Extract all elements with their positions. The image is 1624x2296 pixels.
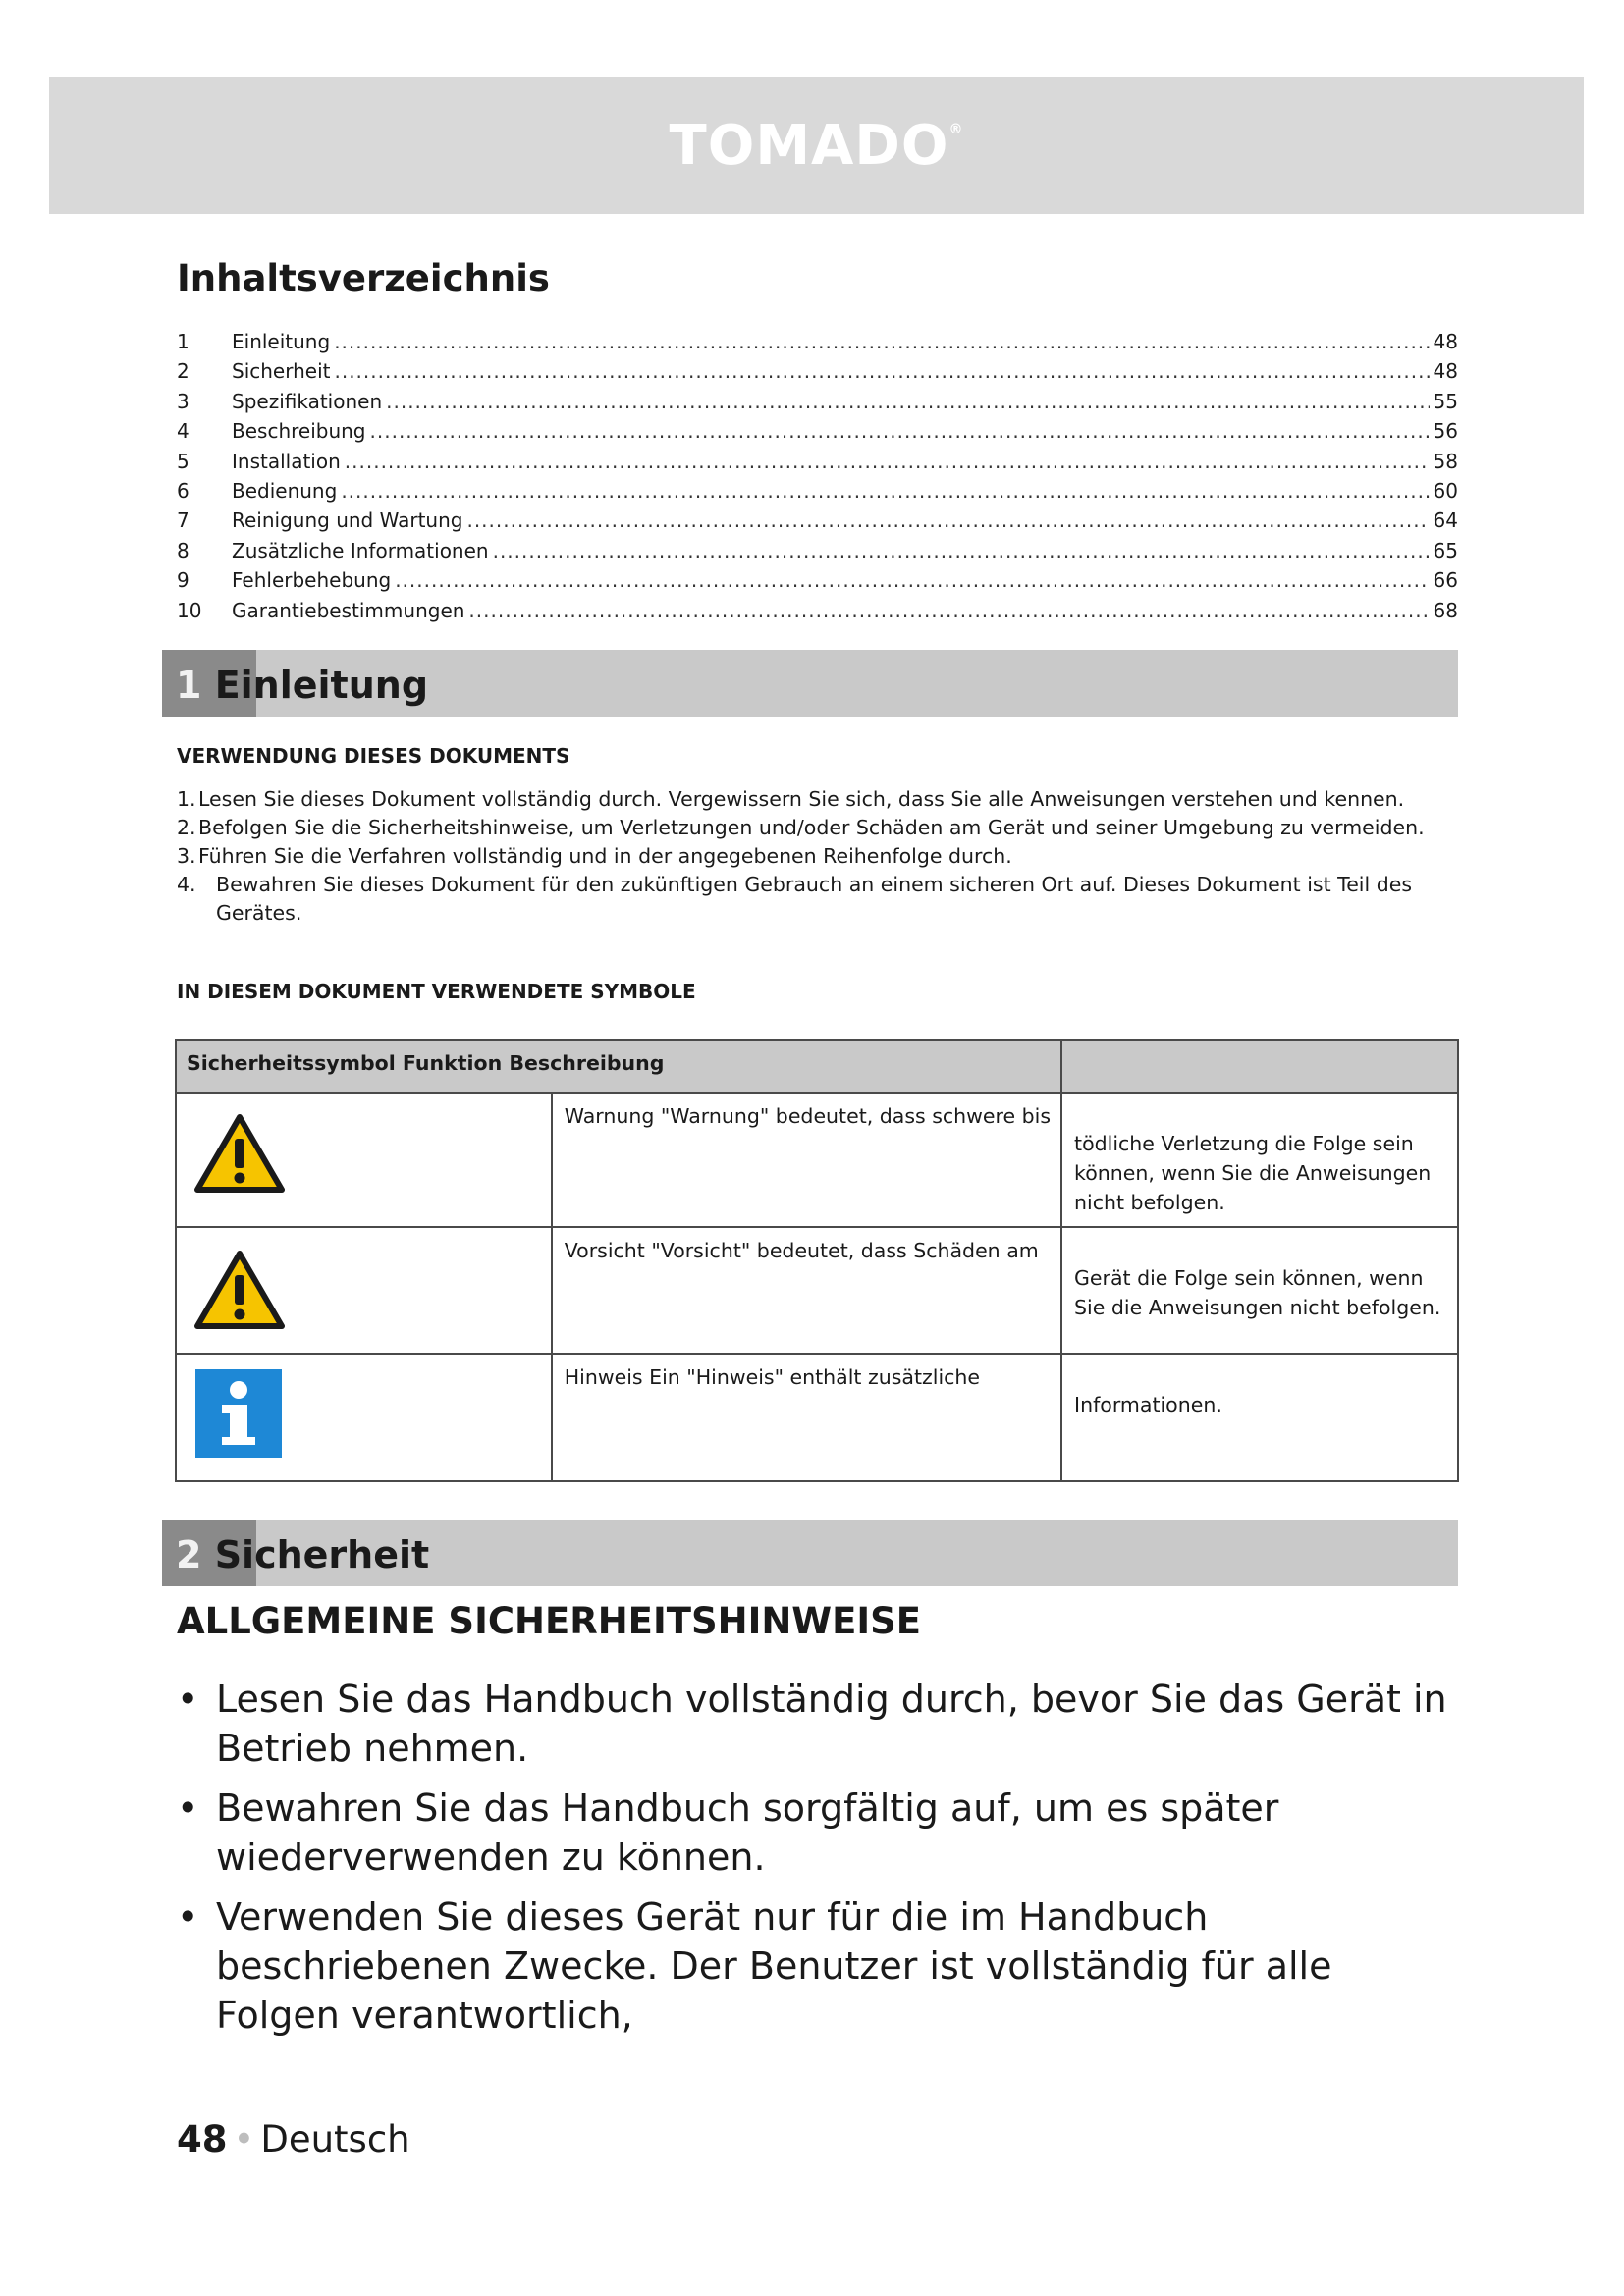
- toc-entry[interactable]: 7 Reinigung und Wartung ..... 64: [177, 506, 1458, 535]
- toc-entry[interactable]: 3 Spezifikationen ..... 55: [177, 387, 1458, 416]
- list-item: 2. Befolgen Sie die Sicherheitshinweise, um Verletzungen und/oder Schäden am Gerät und seiner Umgebung zu vermeiden.: [177, 816, 1425, 839]
- info-icon: [194, 1368, 283, 1464]
- list-item: 4. Bewahren Sie dieses Dokument für den zukünftigen Gebrauch an einem sicheren Ort auf. Dieses Dokument ist Teil des Gerätes.: [177, 873, 1413, 925]
- toc-entry[interactable]: 9 Fehlerbehebung ..... 66: [177, 565, 1458, 595]
- footer-separator: •: [233, 2118, 255, 2161]
- table-header: Sicherheitssymbol Funktion Beschreibung: [187, 1051, 665, 1075]
- safety-heading: ALLGEMEINE SICHERHEITSHINWEISE: [177, 1600, 922, 1642]
- symbol-function-text: Hinweis Ein "Hinweis" enthält zusätzliche: [564, 1365, 981, 1389]
- symbol-function-text: Vorsicht "Vorsicht" bedeutet, dass Schäden am: [564, 1239, 1039, 1262]
- symbol-description: tödliche Verletzung die Folge sein können, wenn Sie die Anweisungen nicht befolgen.: [1074, 1132, 1432, 1214]
- footer-language: Deutsch: [260, 2118, 410, 2161]
- list-item: • Bewahren Sie das Handbuch sorgfältig auf, um es später wiederverwenden zu können.: [177, 1787, 1279, 1879]
- toc-entry[interactable]: 2 Sicherheit ..... 48: [177, 356, 1458, 386]
- list-item: • Lesen Sie das Handbuch vollständig durch, bevor Sie das Gerät in Betrieb nehmen.: [177, 1678, 1447, 1770]
- section-heading-einleitung: 1 Einleitung: [162, 650, 1458, 717]
- table-row: [176, 1354, 1458, 1481]
- toc-entry[interactable]: 8 Zusätzliche Informationen ..... 65: [177, 536, 1458, 565]
- toc-entry[interactable]: 4 Beschreibung ..... 56: [177, 416, 1458, 446]
- brand-logo: TOMADO®: [669, 113, 964, 178]
- safety-bullets: [177, 1675, 1453, 2051]
- symbol-function-text: Warnung "Warnung" bedeutet, dass schwere bis: [564, 1104, 1052, 1128]
- list-item: 1. Lesen Sie dieses Dokument vollständig durch. Vergewissern Sie sich, dass Sie alle Anweisungen verstehen und kennen.: [177, 787, 1405, 811]
- toc-title: Inhaltsverzeichnis: [177, 257, 550, 299]
- table-row: [176, 1093, 1458, 1227]
- table-row: [176, 1227, 1458, 1354]
- usage-heading: VERWENDUNG DIESES DOKUMENTS: [177, 744, 570, 768]
- toc-entry[interactable]: 6 Bedienung ..... 60: [177, 476, 1458, 506]
- page-number: 48: [177, 2118, 228, 2161]
- symbol-description: Gerät die Folge sein können, wenn Sie die Anweisungen nicht befolgen.: [1074, 1266, 1441, 1319]
- usage-list: [177, 785, 1453, 928]
- page-footer: [177, 2118, 410, 2161]
- caution-icon: [194, 1250, 285, 1335]
- symbols-table: [175, 1039, 1459, 1482]
- table-of-contents: [177, 327, 1458, 625]
- toc-entry[interactable]: 1 Einleitung ..... 48: [177, 327, 1458, 356]
- toc-entry[interactable]: 5 Installation ..... 58: [177, 447, 1458, 476]
- section-heading-sicherheit: 2 Sicherheit: [162, 1520, 1458, 1586]
- header-band: [49, 77, 1584, 214]
- symbol-description: Informationen.: [1074, 1393, 1222, 1416]
- list-item: 3. Führen Sie die Verfahren vollständig und in der angegebenen Reihenfolge durch.: [177, 844, 1012, 868]
- list-item: • Verwenden Sie dieses Gerät nur für die im Handbuch beschriebenen Zwecke. Der Benutzer ist vollständig für alle Folgen verantwortlich,: [177, 1896, 1332, 2037]
- symbols-heading: IN DIESEM DOKUMENT VERWENDETE SYMBOLE: [177, 980, 696, 1003]
- warning-icon: [194, 1113, 285, 1199]
- toc-entry[interactable]: 10 Garantiebestimmungen ..... 68: [177, 596, 1458, 625]
